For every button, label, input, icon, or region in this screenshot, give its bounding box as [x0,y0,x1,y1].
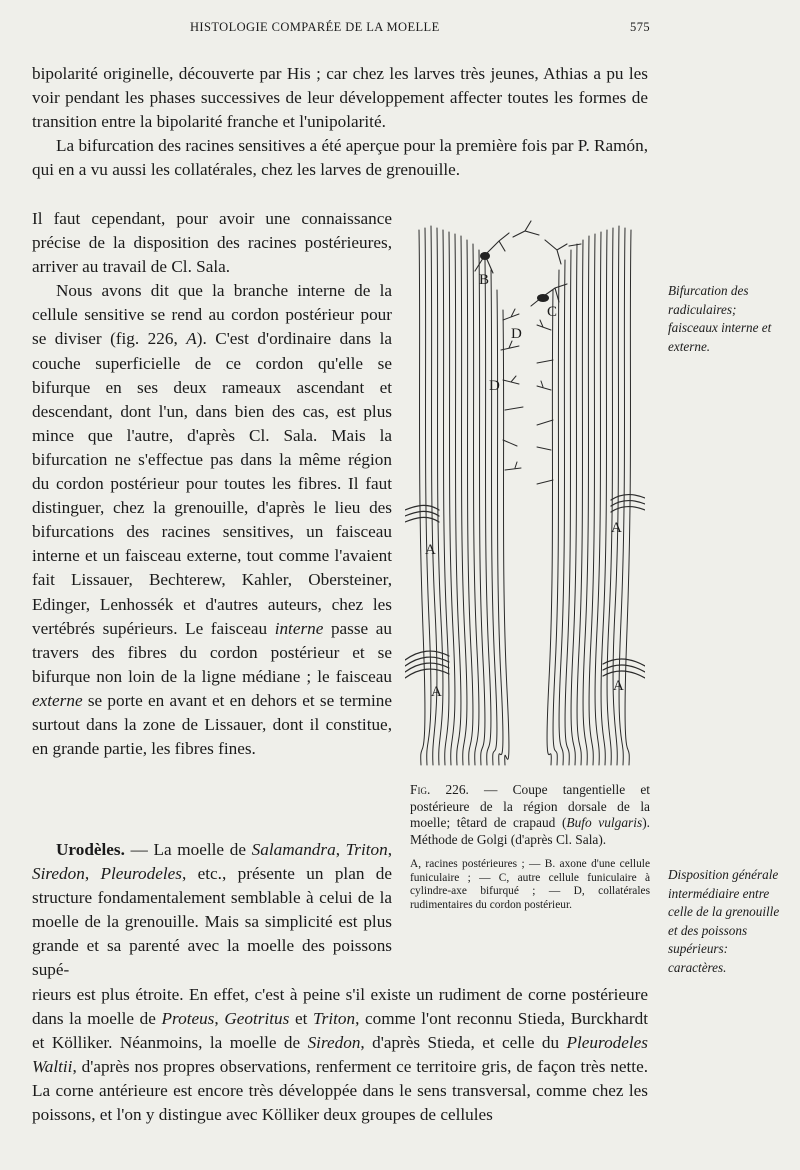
narrow-text-block [32,207,392,761]
page-number: 575 [630,20,650,34]
label-a-right-upper: A [611,520,622,536]
figure-226 [405,210,645,775]
urodeles-paragraph-start: Urodèles. — La moelle de Salamandra, Triton, Siredon, Pleurodeles, etc., présente un plan de structure fondamentalement semblable à celui de la moelle de la grenouille. Mais sa simplicité est plus grande et sa parenté avec la moelle des poissons supé- [32,840,393,980]
label-d-lower: D [489,378,500,394]
caption-label: Fig. 226. [410,782,469,797]
label-a-right-lower: A [613,678,624,694]
golgi-section-drawing [405,210,645,775]
caption-text: Fig. 226. — Coupe tangentielle et postérieure de la région dorsale de la moelle; têtard de crapaud (Bufo vulgaris). Méthode de Golgi (d'après Cl. Sala). [410,782,650,847]
paragraph-3: Il faut cependant, pour avoir une connaissance précise de la disposition des racines postérieures, arriver au travail de Cl. Sala. [32,209,392,277]
paragraph-1: bipolarité originelle, découverte par His ; car chez les larves très jeunes, Athias a pu les voir pendant les phases successives de leur développement affecter toutes les formes de transition entre la bipolarité franche et l'unipolarité. [32,64,648,132]
caption-legend: A, racines postérieures ; — B. axone d'une cellule funiculaire ; — C, autre cellule funiculaire à cylindre-axe bifurqué ; — D, collatérales rudimentaires du cordon postérieur. [410,858,650,911]
label-b: B [479,272,490,288]
label-c: C [547,304,558,320]
label-d-upper: D [511,326,522,342]
margin-note-disposition: Disposition générale intermédiaire entre celle de la grenouille et des poissons supérieurs: caractères. [668,867,780,975]
label-a-left-upper: A [425,542,436,558]
cell-bodies [480,252,549,302]
figure-caption [410,782,650,912]
bottom-text-block [32,983,648,1128]
paragraph-4: Nous avons dit que la branche interne de la cellule sensitive se rend au cordon postérieur pour se diviser (fig. 226, A). C'est d'ordinaire dans la couche superficielle de ce cordon qu'elle se bifurque en ses deux rameaux ascendant et descendant, dont l'un, dans bien des cas, est plus mince que l'autre, d'après Cl. Sala. Mais la bifurcation ne s'effectue pas dans la même région du cordon postérieur pour toutes les fibres. Il faut distinguer, chez la grenouille, d'après le lieu des bifurcations des racines sensitives, un faisceau interne et un faisceau externe, tout comme l'avaient fait Lissauer, Bechterew, Kahler, Obersteiner, Edinger, Lenhossék et d'autres auteurs, chez les vertébrés supérieurs. Le faisceau interne passe au travers des fibres du cordon postérieur et se bifurque non loin de la ligne médiane ; le faisceau externe se porte en avant et en dehors et se termine surtout dans la zone de Lissauer, dont il constitue, en grande partie, les fibres fines. [32,281,392,759]
top-text-block [32,62,648,182]
urodeles-paragraph-cont: rieurs est plus étroite. En effet, c'est à peine s'il existe un rudiment de corne postérieure dans la moelle de Proteus, Geotritus et Triton, comme l'ont reconnu Stieda, Burckhardt et Kölliker. Néanmoins, la moelle de Siredon, d'après Stieda, et celle du Pleurodeles Waltii, d'après nos propres observations, renferment ce territoire gris, de façon très nette. La corne antérieure est encore très développée dans le sens transversal, comme chez les poissons, et l'on y distingue avec Kölliker deux groupes de cellules [32,985,649,1125]
posterior-root-bundles [405,495,645,679]
urodeles-narrow-block [32,838,392,983]
label-a-left-lower: A [431,684,442,700]
running-title: HISTOLOGIE COMPARÉE DE LA MOELLE [190,20,440,34]
margin-note-bifurcation: Bifurcation des radiculaires; faisceaux interne et externe. [668,283,772,354]
urodeles-heading: Urodèles. [56,840,125,859]
collateral-branches [501,309,553,484]
paragraph-2: La bifurcation des racines sensitives a été aperçue pour la première fois par P. Ramón, qui en a vu aussi les collatérales, chez les larves de grenouille. [32,136,648,180]
